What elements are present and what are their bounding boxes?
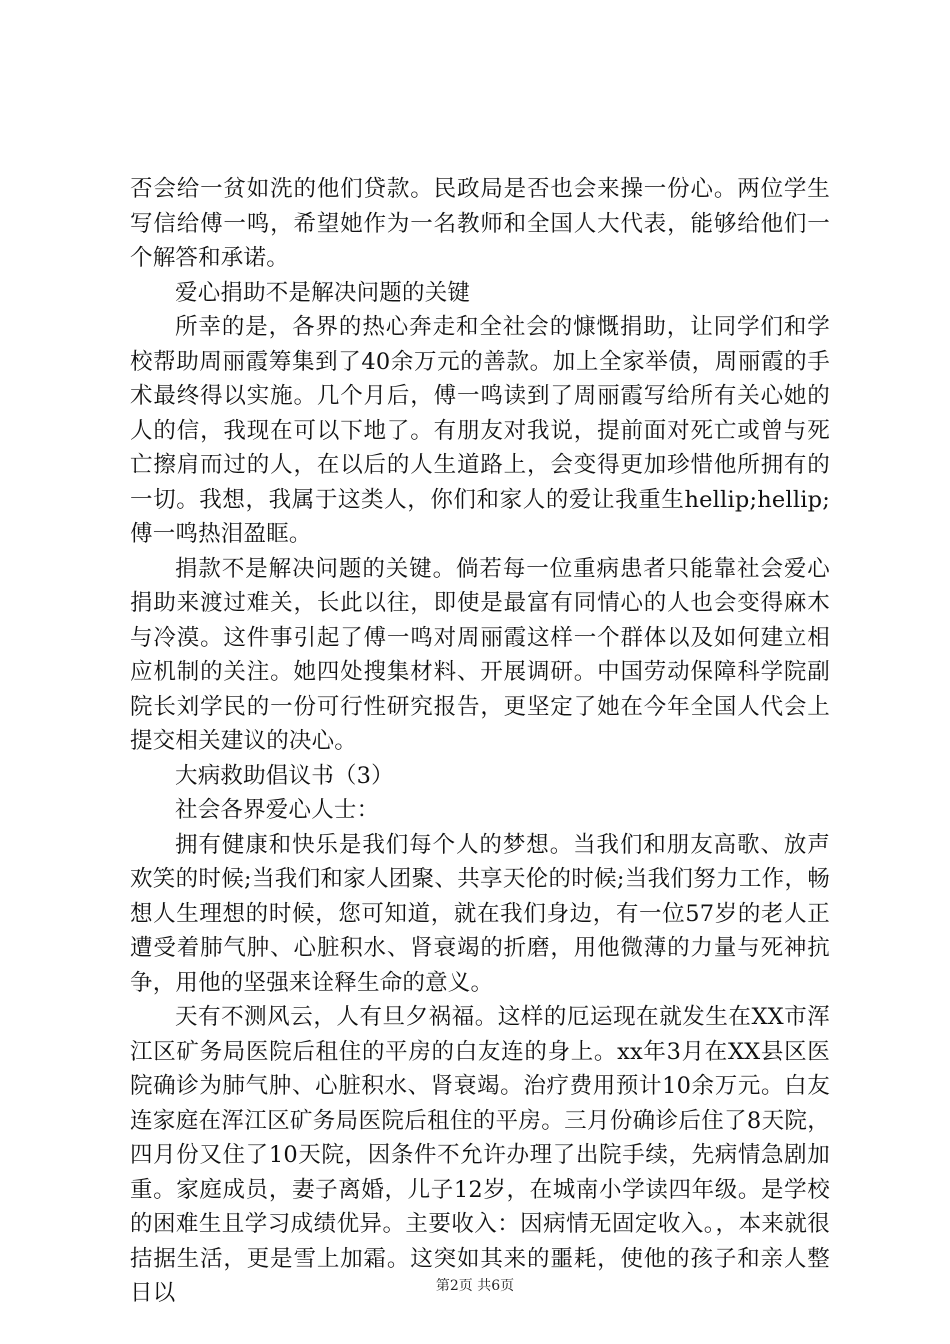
paragraph-fundraising: 所幸的是，各界的热心奔走和全社会的慷慨捐助，让同学们和学校帮助周丽霞筹集到了40余万元的善款。加上全家举债，周丽霞的手术最终得以实施。几个月后，傅一鸣读到了周丽霞写给所有关心她的人的信，我现在可以下地了。有朋友对我说，提前面对死亡或曾与死亡擦肩而过的人，在以后的人生道路上，会变得更加珍惜他所拥有的一切。我想，我属于这类人，你们和家人的爱让我重生hellip;hellip;傅一鸣热泪盈眶。 (130, 314, 830, 547)
paragraph-mechanism: 捐款不是解决问题的关键。倘若每一位重病患者只能靠社会爱心捐助来渡过难关，长此以往，即使是最富有同情心的人也会变得麻木与冷漠。这件事引起了傅一鸣对周丽霞这样一个群体以及如何建立相应机制的关注。她四处搜集材料、开展调研。中国劳动保障科学院副院长刘学民的一份可行性研究报告，更坚定了她在今年全国人代会上提交相关建议的决心。 (130, 555, 830, 754)
section-heading-donation: 爱心捐助不是解决问题的关键 (175, 279, 471, 306)
page-number-footer: 第2页 共6页 (435, 1278, 515, 1294)
document-body (130, 172, 830, 1311)
paragraph-health: 拥有健康和快乐是我们每个人的梦想。当我们和朋友高歌、放声欢笑的时候;当我们和家人团聚、共享天伦的时候;当我们努力工作，畅想人生理想的时候，您可知道，就在我们身边，有一位57岁的老人正遭受着肺气肿、心脏积水、肾衰竭的折磨，用他微薄的力量与死神抗争，用他的坚强来诠释生命的意义。 (130, 831, 830, 996)
section-heading-proposal: 大病救助倡议书（3） (175, 762, 394, 789)
paragraph-continuation: 否会给一贫如洗的他们贷款。民政局是否也会来操一份心。两位学生写信给傅一鸣，希望她作为一名教师和全国人大代表，能够给他们一个解答和承诺。 (130, 176, 830, 271)
paragraph-patient-story: 天有不测风云，人有旦夕祸福。这样的厄运现在就发生在XX市浑江区矿务局医院后租住的平房的白友连的身上。xx年3月在XX县区医院确诊为肺气肿、心脏积水、肾衰竭。治疗费用预计10余万元。白友连家庭在浑江区矿务局医院后租住的平房。三月份确诊后住了8天院，四月份又住了10天院，因条件不允许办理了出院手续，先病情急剧加重。家庭成员，妻子离婚，儿子12岁，在城南小学读四年级。是学校的困难生且学习成绩优异。主要收入：因病情无固定收入。，本来就很拮据生活，更是雪上加霜。这突如其来的噩耗，使他的孩子和亲人整日以 (130, 1004, 830, 1306)
salutation: 社会各界爱心人士： (175, 797, 380, 823)
